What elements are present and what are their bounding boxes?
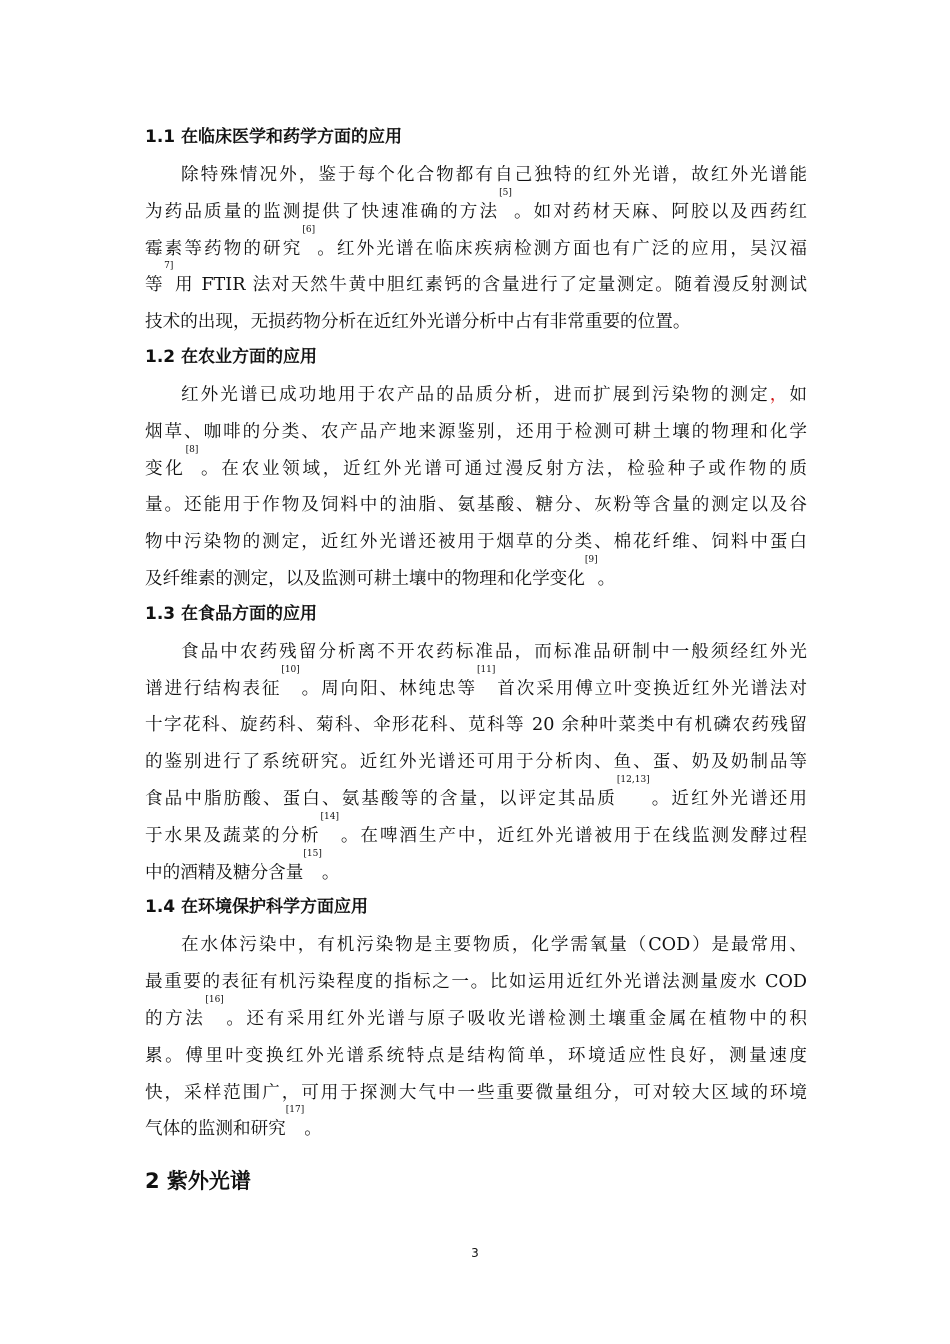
citation: [11] [476, 664, 496, 675]
text-line: 十字花科、旋药科、菊科、伞形花科、苋科等 20 余种叶菜类中有机磷农药残留 [145, 715, 807, 736]
text-line: 除特殊情况外，鉴于每个化合物都有自己独特的红外光谱，故红外光谱能 [181, 165, 807, 185]
paragraph-1-1 [145, 157, 807, 341]
text-line: 中的酒精及糖分含量[15]。 [145, 848, 340, 883]
text-line: 及纤维素的测定，以及监测可耕土壤中的物理和化学变化[9]。 [145, 554, 616, 589]
citation: [15] [303, 848, 322, 859]
citation: [14] [320, 811, 339, 822]
citation: [8] [185, 444, 199, 455]
text-line: 食品中农药残留分析离不开农药标准品，而标准品研制中一般须经红外光 [181, 641, 807, 662]
text-line: 最重要的表征有机污染程度的指标之一。比如运用近红外光谱法测量废水 COD [145, 972, 807, 993]
text-line: 在水体污染中，有机污染物是主要物质，化学需氧量（COD）是最常用、 [181, 935, 807, 956]
citation: [9] [584, 554, 598, 565]
text-line: 的方法[16]。还有采用红外光谱与原子吸收光谱检测土壤重金属在植物中的积 [145, 994, 807, 1029]
text-line: 物中污染物的测定，近红外光谱还被用于烟草的分类、棉花纤维、饲料中蛋白 [145, 532, 807, 553]
section-heading-1-1: 1.1 在临床医学和药学方面的应用 [145, 127, 403, 147]
citation: 7] [164, 261, 174, 272]
text-line: 谱进行结构表征[10]。周向阳、林纯忠等[11]首次采用傅立叶变换近红外光谱法对 [145, 664, 807, 699]
citation: [17] [285, 1105, 305, 1116]
paragraph-1-2 [145, 377, 807, 598]
text-line: 等$^{7]}$用 FTIR 法对天然牛黄中胆红素钙的含量进行了定量测定。随着漫反射测试 [145, 261, 807, 296]
text-line: 食品中脂肪酸、蛋白、氨基酸等的含量，以评定其品质[12,13]。近红外光谱还用 [145, 774, 807, 809]
text-line: 技术的出现，无损药物分析在近红外光谱分析中占有非常重要的位置。 [145, 312, 691, 333]
citation: [5] [499, 187, 512, 198]
document-page [145, 123, 807, 1196]
text-line: 气体的监测和研究[17]。 [145, 1105, 322, 1140]
text-line: 于水果及蔬菜的分析[14]。在啤酒生产中，近红外光谱被用于在线监测发酵过程 [145, 811, 807, 846]
citation: [10] [281, 664, 300, 675]
text-line: 为药品质量的监测提供了快速准确的方法[5]。如对药材天麻、阿胶以及西药红 [145, 187, 807, 222]
highlighted-comma: ， [769, 384, 790, 405]
section-heading-1-2: 1.2 在农业方面的应用 [145, 346, 318, 367]
text-line: 红外光谱已成功地用于农产品的品质分析，进而扩展到污染物的测定，如 [181, 384, 807, 405]
citation: [16] [205, 994, 224, 1005]
paragraph-1-3 [145, 634, 807, 892]
text-line: 烟草、咖啡的分类、农产品产地来源鉴别，还用于检测可耕土壤的物理和化学 [145, 421, 807, 442]
text-line: 的鉴别进行了系统研究。近红外光谱还可用于分析肉、鱼、蛋、奶及奶制品等 [145, 752, 807, 773]
chapter-heading: 2 紫外光谱 [145, 1169, 251, 1194]
page-number: 3 [471, 1246, 479, 1260]
paragraph-1-4 [145, 927, 807, 1148]
text-line: 量。还能用于作物及饲料中的油脂、氨基酸、糖分、灰粉等含量的测定以及谷 [145, 495, 807, 516]
text-line: 霉素等药物的研究[6]。红外光谱在临床疾病检测方面也有广泛的应用，吴汉福 [145, 224, 807, 259]
citation: [12,13] [616, 774, 650, 785]
section-heading-1-4: 1.4 在环境保护科学方面应用 [145, 897, 369, 918]
section-heading-1-3: 1.3 在食品方面的应用 [145, 603, 318, 624]
text-line: 快，采样范围广，可用于探测大气中一些重要微量组分，可对较大区域的环境 [145, 1082, 807, 1103]
text-line: 变化[8]。在农业领域，近红外光谱可通过漫反射方法，检验种子或作物的质 [145, 444, 807, 479]
citation: [6] [302, 224, 316, 235]
text-line: 累。傅里叶变换红外光谱系统特点是结构简单，环境适应性良好，测量速度 [145, 1045, 807, 1066]
